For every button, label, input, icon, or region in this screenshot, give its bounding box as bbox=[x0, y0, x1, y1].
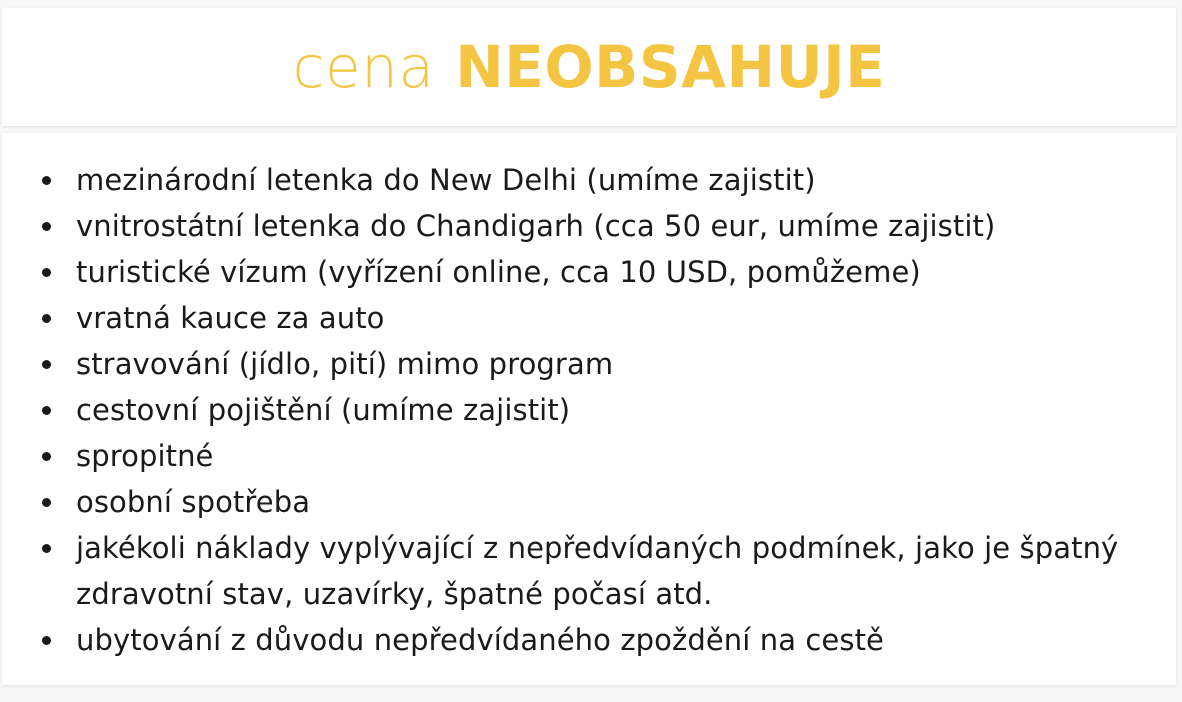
list-item: mezinárodní letenka do New Delhi (umíme zajistit) bbox=[38, 157, 1164, 203]
section-title bbox=[292, 33, 886, 101]
title-card bbox=[2, 8, 1176, 126]
list-item: osobní spotřeba bbox=[38, 479, 1164, 525]
list-item: jakékoli náklady vyplývající z nepředvídaných podmínek, jako je špatný zdravotní stav, uzavírky, špatné počasí atd. bbox=[38, 525, 1164, 617]
list-item: cestovní pojištění (umíme zajistit) bbox=[38, 387, 1164, 433]
list-item: stravování (jídlo, pití) mimo program bbox=[38, 341, 1164, 387]
list-item: spropitné bbox=[38, 433, 1164, 479]
list-item: ubytování z důvodu nepředvídaného zpoždění na cestě bbox=[38, 617, 1164, 663]
list-item: turistické vízum (vyřízení online, cca 10 USD, pomůžeme) bbox=[38, 249, 1164, 295]
title-bold: NEOBSAHUJE bbox=[455, 33, 886, 101]
title-light: cena bbox=[292, 33, 435, 101]
list-item: vratná kauce za auto bbox=[38, 295, 1164, 341]
list-item: vnitrostátní letenka do Chandigarh (cca 50 eur, umíme zajistit) bbox=[38, 203, 1164, 249]
exclusions-list bbox=[38, 157, 1164, 663]
exclusions-card bbox=[2, 133, 1176, 685]
